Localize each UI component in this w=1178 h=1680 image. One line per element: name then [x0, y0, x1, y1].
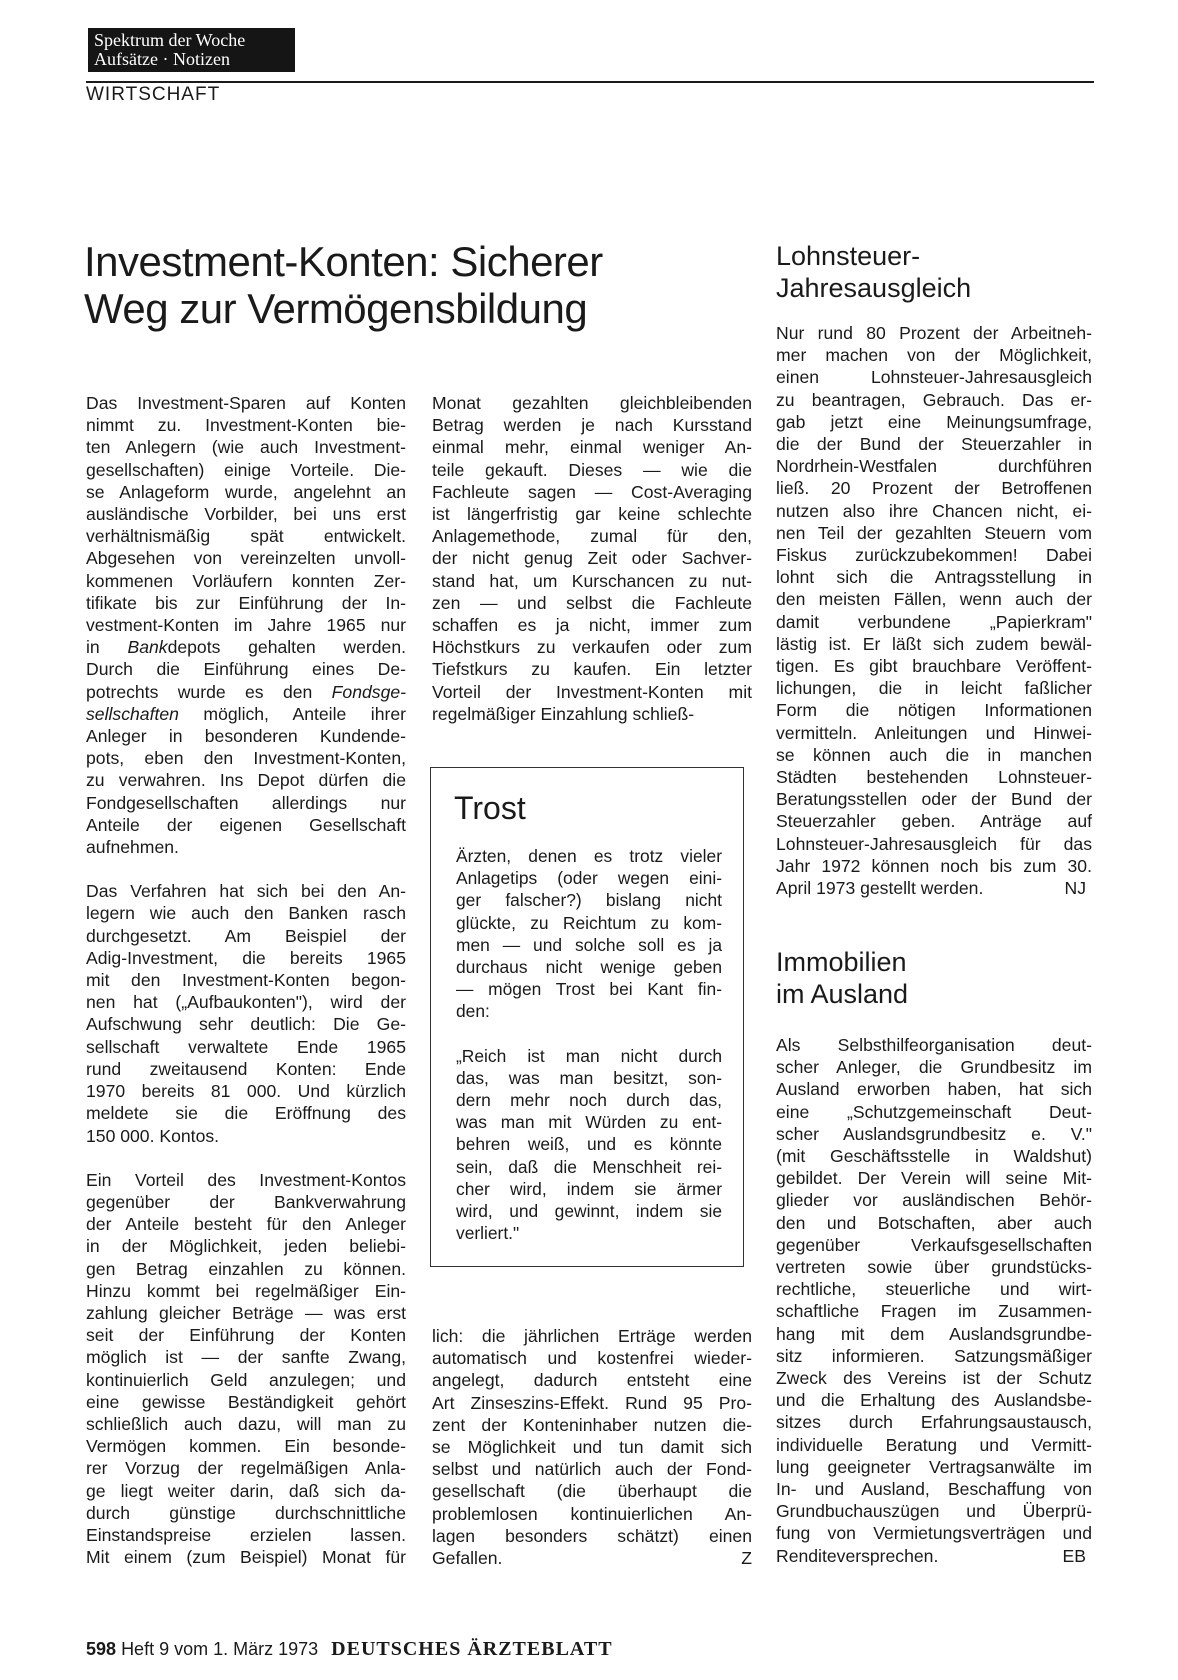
text-line: Nordrhein-Westfalen durchführen	[776, 456, 1092, 477]
text-line: Fiskus zurückzubekommen! Dabei	[776, 545, 1092, 566]
text-line: lichungen, die in leicht faßlicher	[776, 678, 1092, 699]
text-line: Aufschwung sehr deutlich: Die Ge-	[86, 1014, 406, 1035]
text-line: verliert."	[456, 1223, 520, 1244]
text-line: einen Lohnsteuer-Jahresausgleich	[776, 367, 1092, 388]
text-line: mer machen von der Möglichkeit,	[776, 345, 1092, 366]
text-line: automatisch und kostenfrei wieder-	[432, 1348, 752, 1369]
text-line: und die Erhaltung des Auslandsbe-	[776, 1390, 1092, 1411]
text-line: — mögen Trost bei Kant fin-	[456, 979, 722, 1000]
text-line: schließlich auch dazu, will man zu	[86, 1413, 406, 1434]
text-line: selbst und natürlich auch der Fond-	[432, 1459, 752, 1480]
text-line: vermitteln. Anleitungen und Hinwei-	[776, 722, 1092, 743]
text-line: seit der Einführung der Konten	[86, 1325, 406, 1346]
text-line: verhältnismäßig spät entwickelt.	[86, 526, 406, 547]
text-line: schaffen es ja nicht, immer zum	[432, 615, 752, 636]
text-line: ger falscher?) bislang nicht	[456, 890, 722, 911]
text-line: se können auch die in manchen	[776, 744, 1092, 765]
text-line: ten Anlegern (wie auch Investment-	[86, 437, 406, 458]
text-line: scher Anleger, die Grundbesitz im	[776, 1057, 1092, 1078]
article-title-line1: Investment-Konten: Sicherer	[84, 238, 603, 285]
text-line: kommenen Vorläufern konnten Zer-	[86, 570, 406, 591]
immobilien-last-line: Renditeversprechen.	[776, 1545, 939, 1566]
text-line: was man mit Würden zu ent-	[456, 1112, 722, 1133]
section-label-line1: Spektrum der Woche	[94, 30, 246, 50]
text-line: wird, und gewinnt, indem sie	[456, 1201, 722, 1222]
text-line: Hinzu kommt bei regelmäßiger Ein-	[86, 1280, 406, 1301]
rubric: WIRTSCHAFT	[86, 84, 221, 105]
lohnsteuer-text	[776, 322, 1092, 899]
lohnsteuer-last-line: April 1973 gestellt werden.	[776, 878, 984, 899]
text-line: Art Zinseszins-Effekt. Rund 95 Pro-	[432, 1392, 752, 1413]
text-line: stand hat, um Kurschancen zu nut-	[432, 570, 752, 591]
text-line: men — und solche soll es ja	[456, 934, 722, 955]
page-footer	[86, 1638, 613, 1660]
text-line: in der Möglichkeit, jeden beliebi-	[86, 1236, 406, 1257]
text-line: teile gekauft. Dieses — wie die	[432, 459, 752, 480]
immobilien-signature: EB	[1062, 1545, 1086, 1566]
text-line: vestment-Konten im Jahre 1965 nur	[86, 615, 406, 636]
text-line: meldete sie die Eröffnung des	[86, 1103, 406, 1124]
text-line: se Anlageform wurde, angelehnt an	[86, 481, 406, 502]
text-line: eine „Schutzgemeinschaft Deut-	[776, 1101, 1092, 1122]
text-line: se Möglichkeit und tun damit sich	[432, 1437, 752, 1458]
text-line: Als Selbsthilfeorganisation deut-	[776, 1035, 1092, 1055]
article-signature: Z	[741, 1548, 752, 1569]
text-line: in Bankdepots gehalten werden.	[86, 637, 406, 658]
text-line: gesellschaft (die überhaupt die	[432, 1481, 752, 1502]
text-line: die der Bund der Steuerzahler in	[776, 434, 1092, 455]
text-line: scher Auslandsgrundbesitz e. V."	[776, 1123, 1092, 1144]
text-line: rer Vorzug der regelmäßigen Anla-	[86, 1458, 406, 1479]
text-line	[86, 858, 406, 880]
text-line: regelmäßiger Einzahlung schließ-	[432, 703, 695, 724]
text-line: Durch die Einführung eines De-	[86, 659, 406, 680]
text-line: lohnt sich die Antragsstellung in	[776, 567, 1092, 588]
text-line: sitzes durch Erfahrungsaustausch,	[776, 1412, 1092, 1433]
text-line: zent der Konteninhaber nutzen die-	[432, 1414, 752, 1435]
text-line: ge liegt weiter darin, daß sich da-	[86, 1480, 406, 1501]
text-line: Anlagetips (oder wegen eini-	[456, 868, 722, 889]
immobilien-end-line	[776, 1545, 1092, 1567]
text-line: gab jetzt eine Meinungsumfrage,	[776, 411, 1092, 432]
text-line: In- und Ausland, Beschaffung von	[776, 1479, 1092, 1500]
header-rule	[86, 81, 1094, 83]
text-line: Das Verfahren hat sich bei den An-	[86, 881, 406, 902]
text-line: nen Teil der gezahlten Steuern vom	[776, 522, 1092, 543]
lohnsteuer-end-line	[776, 877, 1092, 899]
text-line: dern mehr noch durch das,	[456, 1090, 722, 1111]
text-line: sellschaft verwaltete Ende 1965	[86, 1036, 406, 1057]
text-line: durchgesetzt. Am Beispiel der	[86, 925, 406, 946]
text-line: zen — und selbst die Fachleute	[432, 592, 752, 613]
text-line: behren weiß, und es könnte	[456, 1134, 722, 1155]
text-line: lästig ist. Er läßt sich zudem bewäl-	[776, 633, 1092, 654]
text-line: Anleger in besonderen Kundende-	[86, 726, 406, 747]
text-line: gebildet. Der Verein will seine Mit-	[776, 1168, 1092, 1189]
text-line: tigen. Es gibt brauchbare Veröffent-	[776, 656, 1092, 677]
text-line: gen Betrag einzahlen zu können.	[86, 1258, 406, 1279]
text-line: legern wie auch den Banken rasch	[86, 903, 406, 924]
text-line: rechtliche, steuerliche und wirt-	[776, 1279, 1092, 1300]
text-line: Lohnsteuer-Jahresausgleich für das	[776, 833, 1092, 854]
text-line: zu beantragen, Gebrauch. Das er-	[776, 389, 1092, 410]
article-title	[84, 238, 734, 332]
text-line: cher wird, indem sie ärmer	[456, 1178, 722, 1199]
page-number: 598	[86, 1639, 117, 1659]
text-line: nen hat („Aufbaukonten"), wird der	[86, 992, 406, 1013]
text-line: gegenüber Verkaufsgesellschaften	[776, 1234, 1092, 1255]
text-line: kontinuierlich Geld anzulegen; und	[86, 1369, 406, 1390]
text-line: gegenüber der Bankverwahrung	[86, 1191, 406, 1212]
text-line: Grundbuchauszügen und Überprü-	[776, 1501, 1092, 1522]
article-end-line	[432, 1547, 752, 1569]
text-line: möglich ist — der sanfte Zwang,	[86, 1347, 406, 1368]
text-line: Mit einem (zum Beispiel) Monat für	[86, 1547, 406, 1568]
text-line: ausländische Vorbilder, bei uns erst	[86, 504, 406, 525]
text-line: Das Investment-Sparen auf Konten	[86, 393, 406, 413]
immobilien-title-line2: im Ausland	[776, 979, 909, 1009]
text-line: lich: die jährlichen Erträge werden	[432, 1326, 752, 1346]
text-line: glückte, zu Reichtum zu kom-	[456, 912, 722, 933]
text-line: Anlagemethode, zumal für den,	[432, 526, 752, 547]
text-line: damit verbundene „Papierkram"	[776, 611, 1092, 632]
text-line: 150 000. Kontos.	[86, 1125, 220, 1146]
text-line: Anteile der eigenen Gesellschaft	[86, 814, 406, 835]
lohnsteuer-title-line2: Jahresausgleich	[776, 273, 972, 303]
text-line: 1970 bereits 81 000. Und kürzlich	[86, 1081, 406, 1102]
text-line: lagen besonders schätzt) einen	[432, 1525, 752, 1546]
text-line: (mit Geschäftsstelle in Waldshut)	[776, 1146, 1092, 1167]
text-line: Höchstkurs zu verkaufen oder zum	[432, 637, 752, 658]
text-line: durch günstige durchschnittliche	[86, 1502, 406, 1523]
article-column-2-top	[432, 392, 752, 725]
text-line: Monat gezahlten gleichbleibenden	[432, 393, 752, 413]
text-line: „Reich ist man nicht durch	[456, 1045, 722, 1066]
text-line: mit den Investment-Konten begon-	[86, 970, 406, 991]
text-line: Ausland erworben haben, hat sich	[776, 1079, 1092, 1100]
lohnsteuer-title-line1: Lohnsteuer-	[776, 241, 921, 271]
lohnsteuer-title	[776, 240, 971, 304]
text-line: aufnehmen.	[86, 837, 179, 858]
section-label	[88, 28, 295, 72]
text-line: Ein Vorteil des Investment-Kontos	[86, 1169, 406, 1190]
text-line: einmal mehr, einmal weniger An-	[432, 437, 752, 458]
text-line: fung von Vermietungsverträgen und	[776, 1523, 1092, 1544]
text-line: sein, daß die Menschheit rei-	[456, 1156, 722, 1177]
text-line: Betrag werden je nach Kursstand	[432, 415, 752, 436]
text-line: gesellschaften) einige Vorteile. Die-	[86, 459, 406, 480]
text-line: lung geeigneter Vertragsanwälte im	[776, 1456, 1092, 1477]
text-line: problemlosen kontinuierlichen An-	[432, 1503, 752, 1524]
text-line: Nur rund 80 Prozent der Arbeitneh-	[776, 323, 1092, 343]
masthead: DEUTSCHES ÄRZTEBLATT	[331, 1638, 613, 1660]
text-line: sellschaften möglich, Anteile ihrer	[86, 703, 406, 724]
text-line: Vorteil der Investment-Konten mit	[432, 681, 752, 702]
text-line: Vermögen kommen. Ein besonde-	[86, 1436, 406, 1457]
text-line: Beratungsstellen oder der Bund der	[776, 789, 1092, 810]
text-line: nutzen also ihre Chancen nicht, ei-	[776, 500, 1092, 521]
text-line: sitz informieren. Satzungsmäßiger	[776, 1345, 1092, 1366]
text-line: angelegt, dadurch entsteht eine	[432, 1370, 752, 1391]
issue-info: Heft 9 vom 1. März 1973	[121, 1639, 319, 1659]
text-line: glieder vor ausländischen Behör-	[776, 1190, 1092, 1211]
text-line: vertreten sowie über grundstücks-	[776, 1257, 1092, 1278]
text-line: durchaus nicht wenige geben	[456, 957, 722, 978]
text-line: Abgesehen von vereinzelten unvoll-	[86, 548, 406, 569]
text-line: Städten bestehenden Lohnsteuer-	[776, 767, 1092, 788]
text-line: ließ. 20 Prozent der Betroffenen	[776, 478, 1092, 499]
text-line: den:	[456, 1001, 490, 1022]
lohnsteuer-signature: NJ	[1064, 878, 1086, 899]
text-line: Jahr 1972 können noch bis zum 30.	[776, 855, 1092, 876]
article-column-1	[86, 392, 406, 1568]
text-line: Adig-Investment, die bereits 1965	[86, 947, 406, 968]
text-line: tifikate bis zur Einführung der In-	[86, 592, 406, 613]
text-line: potrechts wurde es den Fondsge-	[86, 681, 406, 702]
lohnsteuer-lines	[776, 322, 1092, 877]
text-line: den meisten Fällen, wenn auch der	[776, 589, 1092, 610]
text-line: Form die nötigen Informationen	[776, 700, 1092, 721]
text-line: individuelle Beratung und Vermitt-	[776, 1434, 1092, 1455]
section-label-line2: Aufsätze · Notizen	[94, 49, 230, 69]
text-line: Fondgesellschaften allerdings nur	[86, 792, 406, 813]
text-line: zu verwahren. Ins Depot dürfen die	[86, 770, 406, 791]
text-line: Fachleute sagen — Cost-Averaging	[432, 481, 752, 502]
article-last-line: Gefallen.	[432, 1548, 503, 1569]
trost-title: Trost	[454, 790, 526, 826]
immobilien-title-line1: Immobilien	[776, 947, 907, 977]
text-line: der nicht genug Zeit oder Sachver-	[432, 548, 752, 569]
immobilien-lines	[776, 1034, 1092, 1545]
text-line	[86, 1147, 406, 1169]
immobilien-text	[776, 1034, 1092, 1567]
text-line: ist längerfristig gar keine schlechte	[432, 504, 752, 525]
text-line: pots, eben den Investment-Konten,	[86, 748, 406, 769]
text-line: rund zweitausend Konten: Ende	[86, 1058, 406, 1079]
text-line: Steuerzahler geben. Anträge auf	[776, 811, 1092, 832]
text-line: der Anteile besteht für den Anleger	[86, 1214, 406, 1235]
text-line: Zweck des Vereins ist der Schutz	[776, 1368, 1092, 1389]
text-line: hang mit dem Auslandsgrundbe-	[776, 1323, 1092, 1344]
text-line: schaftliche Fragen im Zusammen-	[776, 1301, 1092, 1322]
article-column-2-bottom-lines	[432, 1325, 752, 1547]
text-line: Einstandspreise erzielen lassen.	[86, 1524, 406, 1545]
text-line: das, was man besitzt, son-	[456, 1067, 722, 1088]
text-line: eine gewisse Beständigkeit gehört	[86, 1391, 406, 1412]
trost-text	[456, 845, 722, 1244]
article-title-line2: Weg zur Vermögensbildung	[84, 285, 588, 332]
immobilien-title	[776, 946, 908, 1010]
text-line: den und Botschaften, aber auch	[776, 1212, 1092, 1233]
text-line: Ärzten, denen es trotz vieler	[456, 846, 722, 866]
text-line: Tiefstkurs zu kaufen. Ein letzter	[432, 659, 752, 680]
text-line	[456, 1023, 722, 1045]
text-line: zahlung gleicher Beträge — was erst	[86, 1302, 406, 1323]
text-line: nimmt zu. Investment-Konten bie-	[86, 415, 406, 436]
article-column-2-bottom	[432, 1325, 752, 1569]
